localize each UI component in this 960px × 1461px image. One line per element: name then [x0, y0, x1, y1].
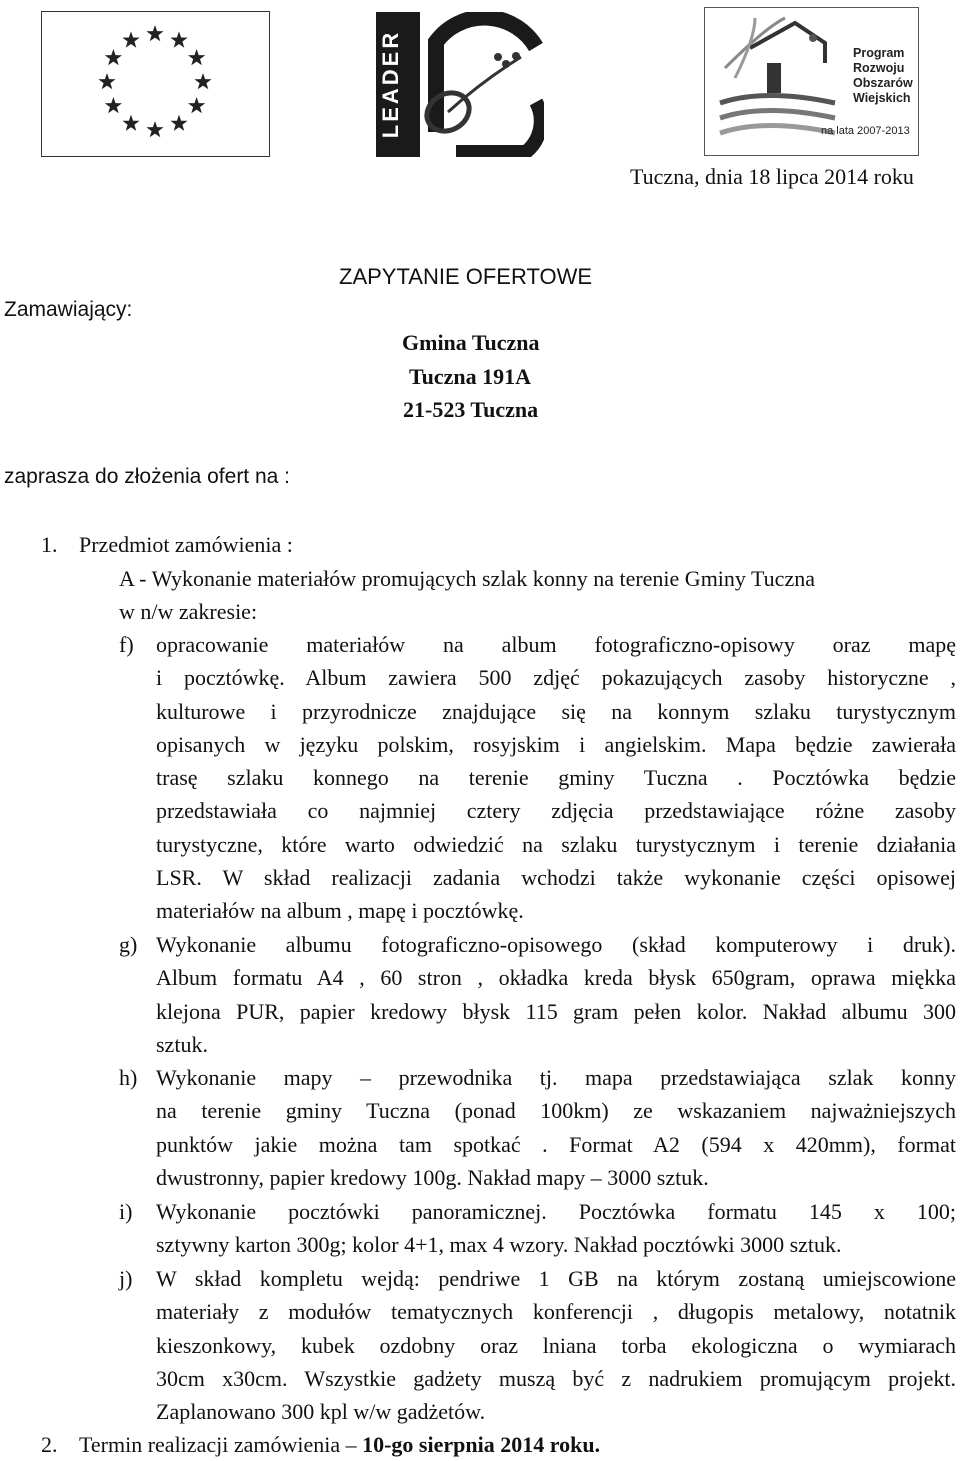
eu-star-icon — [188, 49, 205, 65]
paragraph-line: turystyczne, które warto odwiedzić na szlaku turystycznym i terenie działania — [156, 831, 956, 857]
paragraph-line: W skład kompletu wejdą: pendriwe 1 GB na którym zostaną umiejscowione — [156, 1266, 956, 1291]
prow-line-1: Program — [853, 46, 905, 60]
item-h-text — [156, 1061, 956, 1194]
prow-period: na lata 2007-2013 — [821, 125, 910, 137]
item-i-text — [156, 1195, 956, 1262]
prow-logo — [704, 7, 919, 156]
paragraph-line: LSR. W skład realizacji zadania wchodzi także wykonanie części opisowej — [156, 865, 956, 891]
eu-star-icon — [146, 121, 163, 137]
section-1-number: 1. — [41, 532, 58, 557]
paragraph-line: Wykonanie albumu fotograficzno-opisowego (skład komputerowy i druk). — [156, 932, 956, 957]
item-f-text — [156, 628, 956, 928]
paragraph-line: Wykonanie pocztówki panoramicznej. Pocztówka formatu 145 x 100; — [156, 1199, 956, 1224]
eu-star-icon — [146, 25, 163, 41]
prow-line-3: Obszarów — [853, 76, 913, 90]
prow-line-4: Wiejskich — [853, 91, 911, 105]
eu-star-icon — [170, 115, 187, 131]
section-2-number: 2. — [41, 1432, 58, 1457]
eu-star-icon — [105, 97, 122, 113]
paragraph-line: opisanych w języku polskim, rosyjskim i angielskim. Mapa będzie zawierała — [156, 731, 956, 757]
section-2-end: . — [594, 1432, 601, 1457]
paragraph-line: 30cm x30cm. Wszystkie gadżety muszą być z nadrukiem promującym projekt. — [156, 1365, 956, 1391]
item-i-marker: i) — [119, 1199, 133, 1224]
paragraph-line: dwustronny, papier kredowy 100g. Nakład mapy – 3000 sztuk. — [156, 1164, 709, 1190]
section-2-text: Termin realizacji zamówienia – — [79, 1432, 357, 1457]
document-title: ZAPYTANIE OFERTOWE — [339, 264, 593, 289]
paragraph-line: przedstawiała co najmniej cztery zdjęcia przedstawiające różne zasoby — [156, 798, 956, 824]
paragraph-line: na terenie gminy Tuczna (ponad 100km) ze wskazaniem najważniejszych — [156, 1098, 956, 1124]
item-j-text — [156, 1262, 956, 1428]
section-1-scope: w n/w zakresie: — [119, 599, 258, 624]
item-g-text — [156, 928, 956, 1061]
paragraph-line: Wykonanie mapy – przewodnika tj. mapa przedstawiająca szlak konny — [156, 1065, 956, 1090]
paragraph-line: materiały z modułów tematycznych konferencji , długopis metalowy, notatnik — [156, 1299, 956, 1325]
section-2-line — [79, 1428, 600, 1461]
section-2-deadline: 10-go sierpnia 2014 roku — [362, 1432, 595, 1457]
item-f-marker: f) — [119, 632, 134, 657]
eu-stars-icon — [42, 12, 268, 155]
paragraph-line: Zaplanowano 300 kpl w/w gadżetów. — [156, 1399, 486, 1425]
paragraph-line: sztywny karton 300g; kolor 4+1, max 4 wzory. Nakład pocztówki 3000 sztuk. — [156, 1232, 842, 1258]
item-h-marker: h) — [119, 1065, 138, 1090]
paragraph-line: opracowanie materiałów na album fotograficzno-opisowy oraz mapę — [156, 632, 956, 657]
eu-star-icon — [122, 115, 139, 131]
paragraph-line: materiałów na album , mapę i pocztówkę. — [156, 898, 524, 924]
section-1-subject: A - Wykonanie materiałów promujących szlak konny na terenie Gminy Tuczna — [119, 566, 815, 591]
paragraph-line: Album formatu A4 , 60 stron , okładka kreda błysk 650gram, oprawa miękka — [156, 965, 956, 991]
eu-star-icon — [98, 73, 115, 89]
eu-star-icon — [170, 31, 187, 47]
eu-star-icon — [188, 97, 205, 113]
leader-logo — [376, 12, 544, 157]
paragraph-line: kieszonkowy, kubek ozdobny oraz lniana torba ekologiczna o wymiarach — [156, 1332, 956, 1358]
section-1-heading: Przedmiot zamówienia : — [79, 532, 293, 557]
ordering-party-name: Gmina Tuczna — [402, 330, 540, 355]
place-date: Tuczna, dnia 18 lipca 2014 roku — [630, 164, 914, 189]
ordering-party-postcode: 21-523 Tuczna — [403, 397, 539, 422]
paragraph-line: kulturowe i przyrodnicze znajdujące się na konnym szlaku turystycznym — [156, 698, 956, 724]
eu-star-icon — [105, 49, 122, 65]
paragraph-line: klejona PUR, papier kredowy błysk 115 gram pełen kolor. Nakład albumu 300 — [156, 998, 956, 1024]
paragraph-line: punktów jakie można tam spotkać . Format A2 (594 x 420mm), format — [156, 1131, 956, 1157]
ordering-label: Zamawiający: — [4, 298, 133, 321]
paragraph-line: trasę szlaku konnego na terenie gminy Tuczna . Pocztówka będzie — [156, 765, 956, 791]
ordering-party-address: Tuczna 191A — [409, 364, 532, 389]
eu-logo — [41, 11, 270, 157]
invitation-text: zaprasza do złożenia ofert na : — [4, 465, 291, 488]
paragraph-line: sztuk. — [156, 1031, 208, 1057]
eu-star-icon — [122, 31, 139, 47]
eu-star-icon — [194, 73, 211, 89]
item-g-marker: g) — [119, 932, 138, 957]
leader-text: LEADER — [378, 29, 403, 139]
paragraph-line: i pocztówkę. Album zawiera 500 zdjęć pokazujących zasoby historyczne , — [156, 665, 956, 691]
prow-line-2: Rozwoju — [853, 61, 905, 75]
item-j-marker: j) — [119, 1266, 133, 1291]
